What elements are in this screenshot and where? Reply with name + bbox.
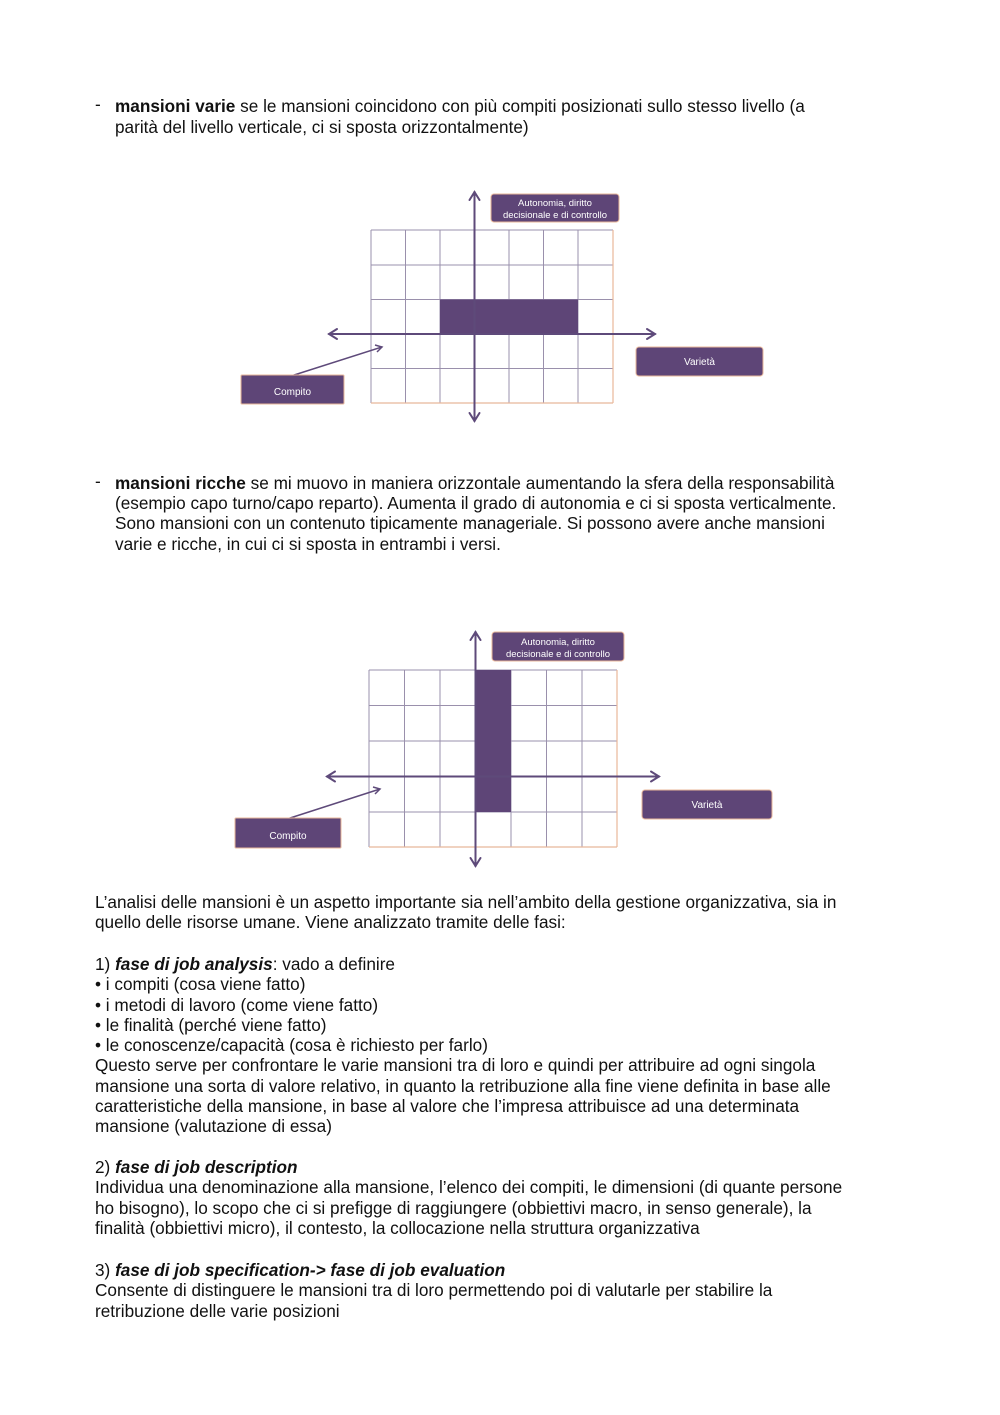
phase3-section (95, 1260, 925, 1321)
phase3-text-line: retribuzione delle varie posizioni (95, 1300, 340, 1321)
item-varie-text: se le mansioni coincidono con più compiti posizionati sullo stesso livello (a (235, 96, 805, 116)
item-varie-line2: parità del livello verticale, ci si sposta orizzontalmente) (115, 117, 529, 137)
label-varieta (642, 790, 772, 819)
bullet-item: • i metodi di lavoro (come viene fatto) (95, 994, 379, 1015)
label-varieta-text: Varietà (691, 800, 723, 811)
bullet-item: • i compiti (cosa viene fatto) (95, 974, 306, 995)
phase2-title: fase di job description (115, 1157, 298, 1177)
label-autonomia-line1: Autonomia, diritto (521, 637, 595, 648)
term-mansioni-varie: mansioni varie (115, 96, 236, 116)
label-compito-text: Compito (273, 387, 312, 398)
item-ricche-text: se mi muovo in maniera orizzontale aumentando la sfera della responsabilità (245, 473, 835, 493)
label-autonomia (492, 632, 624, 661)
label-compito (235, 818, 341, 848)
phase2-text-line: Individua una denominazione alla mansione, l’elenco dei compiti, le dimensioni (di quante persone (95, 1177, 843, 1198)
intro-paragraph (95, 892, 925, 933)
phase1-text-line: mansione (valutazione di essa) (95, 1116, 332, 1137)
phase2-heading (95, 1157, 925, 1177)
phase2-section (95, 1157, 925, 1238)
phase2-text-line: finalità (obbiettivi micro), il contesto, la collocazione nella struttura organizzativa (95, 1217, 700, 1238)
phase3-title: fase di job specification-> fase di job evaluation (115, 1260, 506, 1280)
intro-line1: L’analisi delle mansioni è un aspetto importante sia nell’ambito della gestione organizzativa, sia in (95, 892, 837, 912)
phase3-text-line: Consente di distinguere le mansioni tra di loro permettendo poi di valutarle per stabilire la (95, 1280, 773, 1301)
compito-pointer (287, 787, 380, 819)
label-varieta-text: Varietà (684, 357, 715, 368)
label-autonomia-line2: decisionale e di controllo (502, 210, 608, 221)
label-autonomia-line2: decisionale e di controllo (505, 649, 611, 660)
phase1-title: fase di job analysis (115, 954, 273, 974)
highlight-block-vertical (476, 670, 512, 812)
label-autonomia-line1: Autonomia, diritto (518, 198, 592, 209)
intro-line2: quello delle risorse umane. Viene analizzato tramite delle fasi: (95, 912, 566, 933)
bullet-item: • le conoscenze/capacità (cosa è richiesto per farlo) (95, 1035, 488, 1056)
label-compito-text: Compito (269, 831, 307, 842)
phase1-heading (95, 954, 925, 974)
phase1-text-line: mansione una sorta di valore relativo, in quanto la retribuzione alla fine viene definita in base alle (95, 1075, 831, 1096)
phase1-text-line: caratteristiche della mansione, in base al valore che l’impresa attribuisce ad una determinata (95, 1096, 800, 1117)
phase1-section (95, 954, 925, 1137)
bullet-item: • le finalità (perché viene fatto) (95, 1014, 327, 1035)
phase2-text-line: ho bisogno), lo scopo che ci si prefigge di raggiungere (obbiettivi macro, in senso generale), la (95, 1197, 812, 1218)
phase3-number: 3) (95, 1260, 116, 1280)
list-dash: - (95, 94, 101, 114)
phase1-number: 1) (95, 954, 116, 974)
phase1-after-title: : vado a definire (272, 954, 395, 974)
term-mansioni-ricche: mansioni ricche (115, 473, 246, 493)
item-ricche-line3: Sono mansioni con un contenuto tipicamente manageriale. Si possono avere anche mansioni (115, 513, 825, 533)
item-ricche-line2: (esempio capo turno/capo reparto). Aumenta il grado di autonomia e ci si sposta verticalmente. (115, 493, 837, 513)
phase1-text-line: Questo serve per confrontare le varie mansioni tra di loro e quindi per attribuire ad ogni singola (95, 1055, 816, 1076)
phase2-number: 2) (95, 1157, 116, 1177)
item-ricche-line4: varie e ricche, in cui ci si sposta in entrambi i versi. (115, 534, 501, 554)
list-dash: - (95, 471, 101, 491)
phase3-heading (95, 1260, 925, 1280)
